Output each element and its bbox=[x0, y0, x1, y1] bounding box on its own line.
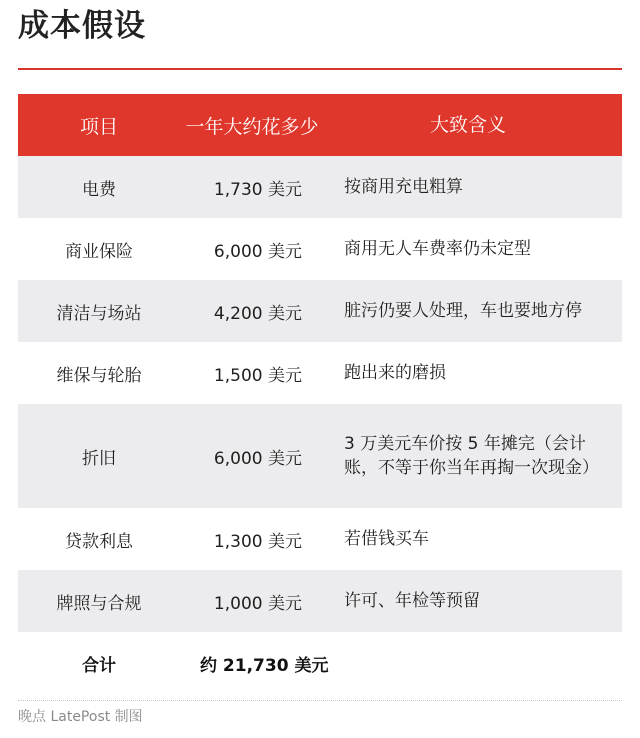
row-meaning: 许可、年检等预留 bbox=[344, 591, 480, 611]
table-row bbox=[18, 570, 622, 632]
row-item: 商业保险 bbox=[65, 241, 133, 262]
source-credit: 晚点 LatePost 制图 bbox=[18, 709, 143, 725]
total-label: 合计 bbox=[82, 655, 116, 676]
source-divider bbox=[18, 700, 622, 701]
row-cost: 6,000 美元 bbox=[213, 241, 302, 262]
table-total-row bbox=[18, 632, 622, 694]
row-meaning: 3 万美元车价按 5 年摊完（会计账，不等于你当年再掏一次现金） bbox=[344, 434, 599, 478]
row-item: 贷款利息 bbox=[65, 531, 133, 552]
table-row bbox=[18, 156, 622, 218]
row-meaning: 脏污仍要人处理，车也要地方停 bbox=[344, 301, 582, 321]
header-meaning: 大致含义 bbox=[429, 114, 506, 136]
table-row bbox=[18, 342, 622, 404]
header-item: 项目 bbox=[79, 115, 118, 138]
row-cost: 4,200 美元 bbox=[213, 303, 302, 324]
row-cost: 1,000 美元 bbox=[213, 593, 302, 614]
page-title: 成本假设 bbox=[18, 8, 146, 44]
row-item: 折旧 bbox=[82, 448, 116, 469]
table-row bbox=[18, 508, 622, 570]
row-cost: 6,000 美元 bbox=[213, 448, 302, 469]
row-item: 电费 bbox=[82, 179, 116, 200]
row-meaning: 若借钱买车 bbox=[344, 529, 429, 549]
header-cost: 一年大约花多少 bbox=[185, 115, 319, 138]
row-meaning: 跑出来的磨损 bbox=[344, 363, 446, 383]
row-meaning: 商用无人车费率仍未定型 bbox=[344, 239, 531, 259]
row-item: 牌照与合规 bbox=[56, 593, 142, 614]
cost-table bbox=[18, 94, 622, 694]
row-meaning: 按商用充电粗算 bbox=[344, 177, 463, 197]
table-header-row bbox=[18, 94, 622, 156]
title-divider bbox=[18, 68, 622, 70]
total-cost: 约 21,730 美元 bbox=[200, 655, 329, 676]
row-cost: 1,730 美元 bbox=[213, 179, 302, 200]
row-cost: 1,500 美元 bbox=[213, 365, 302, 386]
table-row bbox=[18, 404, 622, 508]
row-cost: 1,300 美元 bbox=[213, 531, 302, 552]
row-item: 清洁与场站 bbox=[56, 303, 142, 324]
row-item: 维保与轮胎 bbox=[56, 365, 142, 386]
table-row bbox=[18, 218, 622, 280]
table-row bbox=[18, 280, 622, 342]
